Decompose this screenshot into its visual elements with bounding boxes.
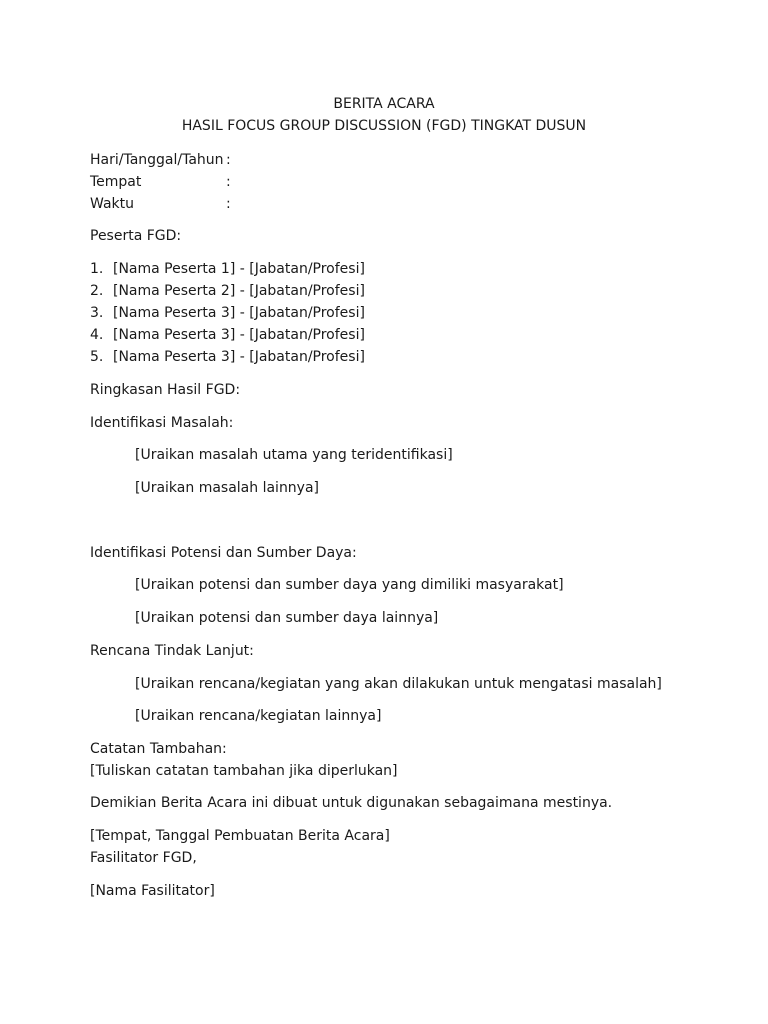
participant-item: [Nama Peserta 3] - [Jabatan/Profesi] xyxy=(113,305,365,321)
document-subtitle: HASIL FOCUS GROUP DISCUSSION (FGD) TINGKAT DUSUN xyxy=(181,118,587,134)
participant-item: [Nama Peserta 3] - [Jabatan/Profesi] xyxy=(113,349,365,365)
participant-item: [Nama Peserta 1] - [Jabatan/Profesi] xyxy=(113,261,365,277)
potential-item: [Uraikan potensi dan sumber daya yang dimiliki masyarakat] xyxy=(135,577,564,593)
info-label-date: Hari/Tanggal/Tahun xyxy=(90,152,224,168)
potential-item: [Uraikan potensi dan sumber daya lainnya] xyxy=(135,610,439,626)
participants-heading: Peserta FGD: xyxy=(90,228,182,244)
document-title: BERITA ACARA xyxy=(333,96,435,112)
info-sep-place: : xyxy=(226,174,231,190)
info-sep-time: : xyxy=(226,196,231,212)
info-sep-date: : xyxy=(226,152,231,168)
participant-number: 3. xyxy=(90,305,104,321)
problem-item: [Uraikan masalah utama yang teridentifikasi] xyxy=(135,447,453,463)
followup-item: [Uraikan rencana/kegiatan yang akan dilakukan untuk mengatasi masalah] xyxy=(135,676,662,692)
info-label-time: Waktu xyxy=(90,196,134,212)
closing-place-date: [Tempat, Tanggal Pembuatan Berita Acara] xyxy=(90,828,390,844)
participant-number: 2. xyxy=(90,283,104,299)
followup-item: [Uraikan rencana/kegiatan lainnya] xyxy=(135,708,382,724)
facilitator-role: Fasilitator FGD, xyxy=(90,850,197,866)
problems-heading: Identifikasi Masalah: xyxy=(90,415,234,431)
summary-heading: Ringkasan Hasil FGD: xyxy=(90,382,241,398)
participant-item: [Nama Peserta 3] - [Jabatan/Profesi] xyxy=(113,327,365,343)
problem-item: [Uraikan masalah lainnya] xyxy=(135,480,320,496)
followup-heading: Rencana Tindak Lanjut: xyxy=(90,643,254,659)
participant-item: [Nama Peserta 2] - [Jabatan/Profesi] xyxy=(113,283,365,299)
facilitator-name: [Nama Fasilitator] xyxy=(90,883,215,899)
notes-heading: Catatan Tambahan: xyxy=(90,741,227,757)
info-label-place: Tempat xyxy=(90,174,142,190)
participant-number: 4. xyxy=(90,327,104,343)
participant-number: 5. xyxy=(90,349,104,365)
notes-text: [Tuliskan catatan tambahan jika diperlukan] xyxy=(90,763,398,779)
closing-statement: Demikian Berita Acara ini dibuat untuk digunakan sebagaimana mestinya. xyxy=(90,795,613,811)
potentials-heading: Identifikasi Potensi dan Sumber Daya: xyxy=(90,545,357,561)
participant-number: 1. xyxy=(90,261,104,277)
